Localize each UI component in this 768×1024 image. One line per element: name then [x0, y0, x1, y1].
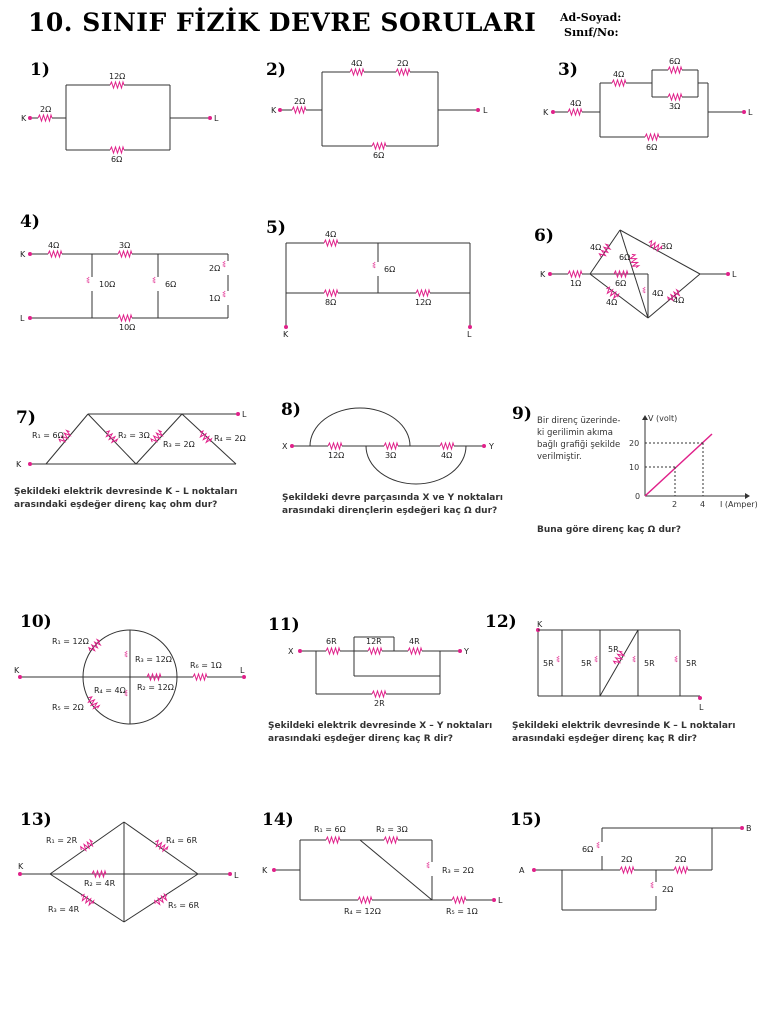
circuit-10: [14, 630, 246, 724]
resistor-1ohm: [568, 271, 582, 277]
resistor-6ohm: [110, 147, 124, 153]
resistor-2ohm: [223, 261, 226, 267]
terminal-y: [482, 444, 486, 448]
question-8-line-1: Şekildeki devre parçasında X ve Y noktaları: [282, 493, 503, 503]
label-r2: 4Ω: [351, 59, 363, 68]
resistor-3ohm: [118, 251, 132, 257]
label-r2: 12R: [366, 637, 382, 646]
label-r2: 3Ω: [385, 451, 397, 460]
label-l: L: [214, 114, 219, 123]
resistor-6ohm-top: [629, 253, 639, 268]
circuit-1: [21, 72, 219, 164]
resistor-2ohm-right: [674, 867, 688, 873]
label-r1: 4Ω: [325, 230, 337, 239]
label-r5: R₅ = 6R: [168, 901, 200, 910]
circuit-7: [16, 410, 247, 469]
label-r3: R₃ = 4R: [48, 905, 80, 914]
question-9-intro: [537, 415, 620, 463]
label-r8: 4Ω: [673, 296, 685, 305]
resistor-12ohm: [416, 290, 430, 296]
resistor-4r: [408, 648, 422, 654]
terminal-l: [242, 675, 246, 679]
question-number-10: 10): [20, 612, 52, 632]
circuit-4: [20, 241, 228, 332]
terminal-k: [18, 872, 22, 876]
terminal-l: [208, 116, 212, 120]
resistor-5r-2: [595, 656, 598, 662]
terminal-k: [548, 272, 552, 276]
resistor-r3: [150, 430, 164, 444]
resistor-6ohm: [373, 262, 376, 268]
question-9-line-4: verilmiştir.: [537, 452, 582, 462]
resistor-4ohm: [324, 240, 338, 246]
label-r2: 2Ω: [621, 855, 633, 864]
question-8-line-2: arasındaki dirençlerin eşdeğeri kaç Ω dur?: [282, 506, 498, 516]
resistor-r3: [79, 894, 94, 907]
label-l: L: [748, 108, 753, 117]
label-x: X: [288, 647, 294, 656]
terminal-l: [236, 412, 240, 416]
circuit-15: [519, 824, 752, 910]
label-r2: 6Ω: [384, 265, 396, 274]
label-r2: R₂ = 3Ω: [376, 825, 408, 834]
label-k: K: [262, 866, 268, 875]
resistor-10ohm-bottom: [118, 315, 132, 321]
question-9-line-3: bağlı grafiği şekilde: [537, 440, 621, 450]
label-r3: 6Ω: [669, 57, 681, 66]
question-number-11: 11): [268, 615, 300, 635]
label-r4: R₄ = 6R: [166, 836, 198, 845]
resistor-r5: [153, 894, 168, 907]
label-k: K: [20, 250, 26, 259]
y-axis-label: V (volt): [648, 414, 678, 423]
label-r5: R₅ = 1Ω: [446, 907, 478, 916]
terminal-x: [298, 649, 302, 653]
terminal-k: [284, 325, 288, 329]
terminal-l: [726, 272, 730, 276]
resistor-r3: [125, 651, 128, 657]
label-r1: 5R: [543, 659, 554, 668]
label-r5: 6Ω: [646, 143, 658, 152]
resistor-6ohm-mid: [614, 271, 628, 277]
resistor-12ohm: [328, 443, 342, 449]
question-12-text: [512, 720, 735, 746]
resistor-4ohm-vertical: [643, 287, 646, 293]
circuit-6: [540, 230, 737, 318]
label-r5: 5R: [686, 659, 697, 668]
label-a: A: [519, 866, 525, 875]
resistor-6r: [326, 648, 340, 654]
label-r1: R₁ = 6Ω: [32, 431, 64, 440]
label-r2: R₂ = 12Ω: [137, 683, 174, 692]
terminal-l: [698, 696, 702, 700]
label-r4: R₄ = 12Ω: [344, 907, 381, 916]
label-k: K: [543, 108, 549, 117]
label-r3: 4R: [409, 637, 420, 646]
circuit-12: [536, 620, 704, 712]
label-r7: 10Ω: [119, 323, 136, 332]
question-number-4: 4): [20, 212, 40, 232]
label-k: K: [271, 106, 277, 115]
resistor-4ohm-in: [568, 109, 582, 115]
question-9-line-1: Bir direnç üzerinde-: [537, 416, 621, 426]
origin-label: 0: [635, 492, 641, 501]
question-11-line-2: arasındaki eşdeğer direnç kaç R dir?: [268, 734, 454, 744]
resistor-5r-4: [633, 656, 636, 662]
resistor-r5: [452, 897, 466, 903]
resistor-4ohm: [440, 443, 454, 449]
resistor-r4: [358, 897, 372, 903]
label-r1: R₁ = 6Ω: [314, 825, 346, 834]
resistor-6ohm: [153, 277, 156, 283]
terminal-x: [290, 444, 294, 448]
resistor-1ohm: [223, 291, 226, 297]
terminal-a: [532, 868, 536, 872]
resistor-2ohm-top: [396, 69, 410, 75]
question-number-9: 9): [512, 404, 532, 424]
terminal-k: [551, 110, 555, 114]
label-r1: 6R: [326, 637, 337, 646]
terminal-y: [458, 649, 462, 653]
circuit-13: [18, 822, 239, 922]
label-r4: 3Ω: [669, 102, 681, 111]
label-r3: 6Ω: [111, 155, 123, 164]
resistor-r4: [198, 430, 212, 444]
label-r3: 2Ω: [675, 855, 687, 864]
label-r2: R₂ = 3Ω: [118, 431, 150, 440]
resistor-r1: [80, 840, 95, 853]
question-8-text: [282, 492, 503, 518]
label-r3: 8Ω: [325, 298, 337, 307]
circuit-14: [262, 825, 503, 916]
question-number-2: 2): [266, 60, 286, 80]
label-r1: 2Ω: [40, 105, 52, 114]
graph-9: [629, 414, 758, 509]
label-k: K: [21, 114, 27, 123]
terminal-l: [28, 316, 32, 320]
resistor-4ohm: [612, 80, 626, 86]
label-r2: R₂ = 4R: [84, 879, 116, 888]
question-number-13: 13): [20, 810, 52, 830]
circuit-3: [543, 57, 753, 152]
label-r4: R₄ = 4Ω: [94, 686, 126, 695]
label-r4: 12Ω: [415, 298, 432, 307]
circuit-8: [282, 408, 494, 484]
question-number-8: 8): [281, 400, 301, 420]
x-tick-2: 2: [672, 500, 678, 509]
resistor-r2: [147, 674, 161, 680]
label-r6: R₆ = 1Ω: [190, 661, 222, 670]
label-r3: R₃ = 2Ω: [163, 440, 195, 449]
resistor-3ohm: [668, 94, 682, 100]
class-label: Sınıf/No:: [564, 26, 619, 39]
page-title: 10. SINIF FİZİK DEVRE SORULARI: [28, 8, 537, 37]
question-12-line-1: Şekildeki elektrik devresinde K – L noktaları: [512, 721, 736, 731]
terminal-l: [742, 110, 746, 114]
resistor-10ohm-vertical: [87, 277, 90, 283]
resistor-5r-1: [557, 656, 560, 662]
question-number-5: 5): [266, 218, 286, 238]
x-tick-4: 4: [700, 500, 706, 509]
label-r5: R₅ = 2Ω: [52, 703, 84, 712]
resistor-2ohm-left: [620, 867, 634, 873]
x-axis-label: I (Amper): [720, 500, 758, 509]
label-r6: 1Ω: [209, 294, 221, 303]
label-r4: R₄ = 2Ω: [214, 434, 246, 443]
resistor-6ohm: [372, 143, 386, 149]
label-r3: 6Ω: [619, 253, 631, 262]
resistor-12r: [368, 648, 382, 654]
label-r3: 2Ω: [397, 59, 409, 68]
label-r4: 5R: [644, 659, 655, 668]
resistor-r2: [384, 837, 398, 843]
terminal-k: [278, 108, 282, 112]
label-k: K: [283, 330, 289, 339]
label-k: K: [540, 270, 546, 279]
label-k: K: [18, 862, 24, 871]
label-l: L: [242, 410, 247, 419]
label-l: L: [240, 666, 245, 675]
question-number-7: 7): [16, 408, 36, 428]
resistor-2ohm: [38, 115, 52, 121]
resistor-r2: [104, 430, 118, 444]
label-b: B: [746, 824, 752, 833]
label-r3: 10Ω: [99, 280, 116, 289]
label-r3: R₃ = 12Ω: [135, 655, 172, 664]
question-number-12: 12): [485, 612, 517, 632]
terminal-k: [272, 868, 276, 872]
question-7-line-2: arasındaki eşdeğer direnç kaç ohm dur?: [14, 500, 218, 510]
question-number-15: 15): [510, 810, 542, 830]
resistor-2ohm: [292, 107, 306, 113]
terminal-l: [468, 325, 472, 329]
question-11-line-1: Şekildeki elektrik devresinde X – Y noktaları: [268, 721, 493, 731]
label-x: X: [282, 442, 288, 451]
y-tick-10: 10: [629, 463, 640, 472]
terminal-l: [492, 898, 496, 902]
circuit-2: [271, 59, 488, 160]
question-12-line-2: arasındaki eşdeğer direnç kaç R dir?: [512, 734, 698, 744]
question-11-text: [268, 720, 492, 746]
resistor-r3: [427, 862, 430, 868]
resistor-6ohm-top: [668, 67, 682, 73]
resistor-5r-5: [675, 656, 678, 662]
label-k: K: [14, 666, 20, 675]
label-y: Y: [464, 647, 469, 656]
label-r4: 6Ω: [373, 151, 385, 160]
question-number-1: 1): [30, 60, 50, 80]
resistor-6ohm: [597, 842, 600, 848]
label-l: L: [483, 106, 488, 115]
terminal-b: [740, 826, 744, 830]
y-tick-20: 20: [629, 439, 640, 448]
terminal-l: [228, 872, 232, 876]
question-number-3: 3): [558, 60, 578, 80]
label-r3: 5R: [608, 645, 619, 654]
label-r2: 12Ω: [109, 72, 126, 81]
upper-arc-wire: [310, 408, 410, 446]
label-r3: 4Ω: [441, 451, 453, 460]
label-r4: 6Ω: [165, 280, 177, 289]
label-r5: 2Ω: [209, 264, 221, 273]
question-7-text: [14, 486, 237, 512]
label-l: L: [234, 871, 239, 880]
terminal-k: [28, 462, 32, 466]
label-r1: 4Ω: [570, 99, 582, 108]
label-r1: 6Ω: [582, 845, 594, 854]
label-r4: 3Ω: [661, 242, 673, 251]
label-r5: 6Ω: [615, 279, 627, 288]
question-number-14: 14): [262, 810, 294, 830]
label-r2: 4Ω: [613, 70, 625, 79]
resistor-4ohm: [350, 69, 364, 75]
resistor-12ohm: [110, 82, 124, 88]
label-l: L: [498, 896, 503, 905]
resistor-3ohm: [384, 443, 398, 449]
resistor-2ohm-vertical: [651, 882, 654, 888]
terminal-k: [28, 116, 32, 120]
label-r6: 4Ω: [652, 289, 664, 298]
resistor-4ohm: [48, 251, 62, 257]
label-r1: R₁ = 12Ω: [52, 637, 89, 646]
question-7-line-1: Şekildeki elektrik devresinde K – L noktaları: [14, 487, 238, 497]
label-r3: R₃ = 2Ω: [442, 866, 474, 875]
question-9-line-2: ki gerilimin akıma: [537, 428, 613, 438]
resistor-8ohm: [324, 290, 338, 296]
terminal-l: [476, 108, 480, 112]
terminal-k: [28, 252, 32, 256]
circuit-5: [283, 230, 472, 339]
label-y: Y: [489, 442, 494, 451]
label-l: L: [467, 330, 472, 339]
label-r2: 5R: [581, 659, 592, 668]
label-l: L: [20, 314, 25, 323]
question-9-text: Buna göre direnç kaç Ω dur?: [537, 525, 681, 535]
label-r7: 4Ω: [606, 298, 618, 307]
label-k: K: [537, 620, 543, 629]
question-number-6: 6): [534, 226, 554, 246]
label-l: L: [732, 270, 737, 279]
label-r1: R₁ = 2R: [46, 836, 78, 845]
label-r4: 2R: [374, 699, 385, 708]
resistor-r2: [92, 871, 106, 877]
resistor-6ohm-bottom: [645, 134, 659, 140]
label-r1: 2Ω: [294, 97, 306, 106]
label-l: L: [699, 703, 704, 712]
name-label: Ad-Soyad:: [560, 11, 622, 24]
label-r1: 1Ω: [570, 279, 582, 288]
label-r2: 3Ω: [119, 241, 131, 250]
resistor-2r: [372, 691, 386, 697]
resistor-r1: [326, 837, 340, 843]
label-r2: 4Ω: [590, 243, 602, 252]
label-k: K: [16, 460, 22, 469]
label-r4: 2Ω: [662, 885, 674, 894]
label-r1: 12Ω: [328, 451, 345, 460]
label-r1: 4Ω: [48, 241, 60, 250]
resistor-r6: [193, 674, 207, 680]
terminal-k: [18, 675, 22, 679]
circuit-11: [288, 637, 469, 708]
